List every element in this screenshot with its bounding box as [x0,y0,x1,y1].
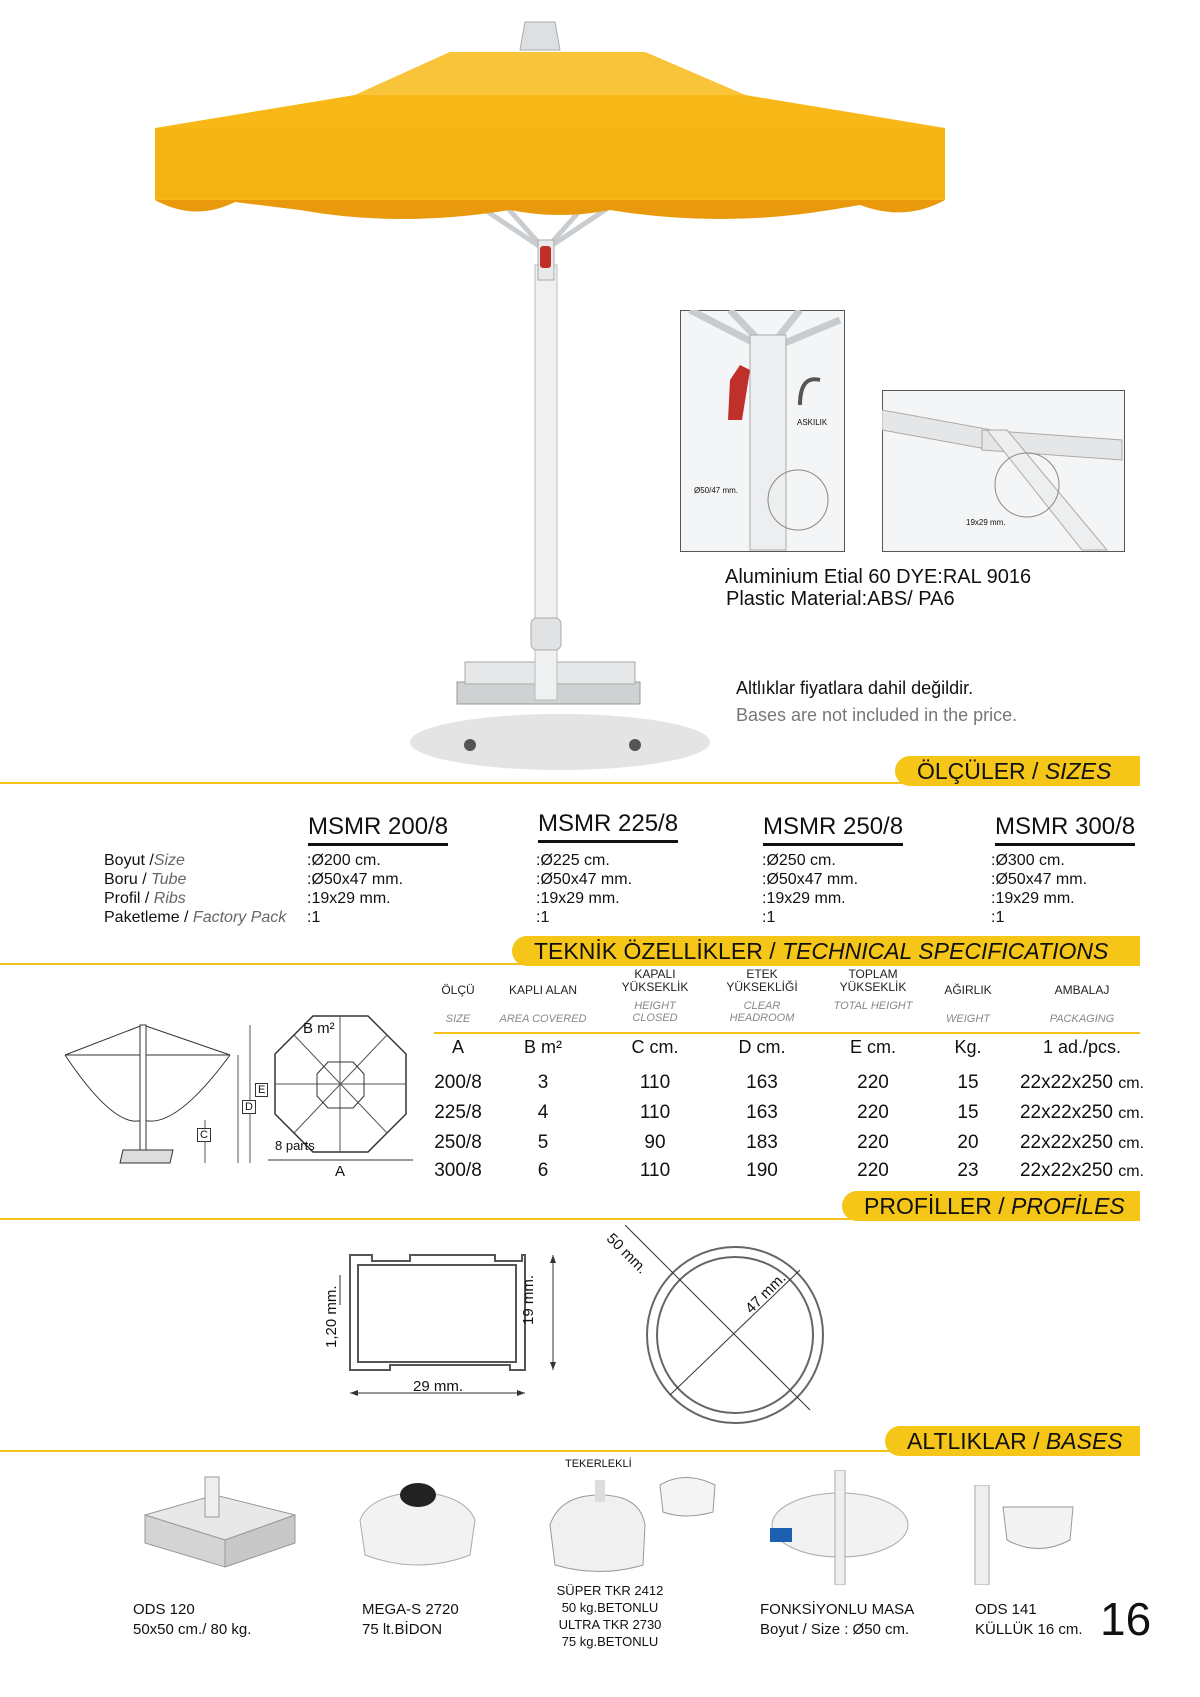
table-cell: 200/8 [434,1072,482,1093]
base-caption: MEGA-S 2720 75 lt.BİDON [362,1601,459,1638]
column-header: KAPLI ALAN [508,983,578,997]
column-unit: D cm. [738,1037,786,1057]
column-unit: 1 ad./pcs. [1042,1037,1122,1057]
label-e: E [255,1083,268,1097]
spec-label-ribs: Profil / Ribs [104,890,186,907]
bases-note-tr: Altlıklar fiyatlara dahil değildir. [736,678,974,698]
column-header-en: HEIGHT CLOSED [632,1000,678,1024]
table-cell: 220 [857,1160,889,1181]
table-cell: 5 [537,1132,549,1153]
area-label: B m² [303,1020,335,1037]
model-specs: :Ø300 cm. :Ø50x47 mm. :19x29 mm. :1 [991,852,1088,926]
material-line-2: Plastic Material:ABS/ PA6 [726,588,955,610]
rib-width-label: 29 mm. [413,1378,464,1395]
a-label: A [335,1163,346,1180]
column-header-en: TOTAL HEIGHT [833,1000,913,1012]
model-specs: :Ø250 cm. :Ø50x47 mm. :19x29 mm. :1 [762,852,859,926]
bases-heading: ALTLIKLAR / BASES [885,1426,1140,1456]
column-header: AMBALAJ [1054,983,1110,997]
table-cell: 22x22x250 cm. [1019,1102,1145,1123]
spec-label-pack: Paketleme / Factory Pack [104,909,287,926]
umbrella-side-diagram [55,1015,265,1165]
table-cell: 163 [746,1072,778,1093]
profiles-heading: PROFİLLER / PROFİLES [842,1191,1140,1221]
rib-label: 19x29 mm. [966,518,1006,527]
label-d: D [242,1100,256,1114]
table-cell: 4 [537,1102,549,1123]
model-title: MSMR 250/8 [763,813,903,846]
column-header-en: PACKAGING [1049,1013,1115,1025]
column-unit: B m² [524,1037,562,1057]
base-caption: ODS 141 KÜLLÜK 16 cm. [975,1601,1083,1638]
base-ashtray-photo [955,1485,1085,1585]
table-cell: 225/8 [434,1102,482,1123]
base-ods120-photo [135,1475,300,1575]
column-header: ETEK YÜKSEKLİĞİ [726,967,798,994]
table-cell: 20 [957,1132,979,1153]
model-specs: :Ø200 cm. :Ø50x47 mm. :19x29 mm. :1 [307,852,404,926]
sizes-heading: ÖLÇÜLER / SIZES [895,756,1140,786]
table-cell: 23 [957,1160,979,1181]
column-header: TOPLAM YÜKSEKLİK [839,967,907,994]
spec-label-size: Boyut /Size [104,852,185,869]
column-header: ÖLÇÜ [441,983,475,997]
parts-label: 8 parts [275,1138,315,1153]
table-cell: 220 [857,1102,889,1123]
table-cell: 163 [746,1102,778,1123]
table-cell: 3 [537,1072,549,1093]
rib-height-label: 19 mm. [520,1274,537,1325]
table-cell: 90 [644,1132,666,1153]
tube-outer-label: 50 mm. [602,1230,651,1278]
bases-note-en: Bases are not included in the price. [736,705,1018,725]
base-caption: ODS 120 50x50 cm./ 80 kg. [133,1601,252,1638]
table-cell: 183 [746,1132,778,1153]
wheeled-label: TEKERLEKLİ [565,1458,632,1470]
base-caption: FONKSİYONLU MASA Boyut / Size : Ø50 cm. [760,1601,915,1638]
table-cell: 110 [639,1072,671,1093]
table-cell: 22x22x250 cm. [1019,1132,1145,1153]
table-cell: 190 [746,1160,778,1181]
table-cell: 22x22x250 cm. [1019,1072,1145,1093]
tube-inner-label: 47 mm. [742,1269,790,1318]
model-title: MSMR 200/8 [308,813,448,846]
tube-profile-drawing [610,1225,855,1435]
hook-label: ASKILIK [797,418,828,427]
spec-label-tube: Boru / Tube [104,871,187,888]
table-unit-divider [434,1032,1140,1034]
table-cell: 22x22x250 cm. [1019,1160,1145,1181]
table-cell: 110 [639,1102,671,1123]
column-header: AĞIRLIK [944,983,992,997]
column-unit: A [451,1037,464,1057]
table-cell: 15 [957,1072,979,1093]
base-caption: SÜPER TKR 2412 50 kg.BETONLU ULTRA TKR 2730 75 kg.BETONLU [556,1583,664,1649]
tube-label: Ø50/47 mm. [694,486,739,495]
table-cell: 250/8 [434,1132,482,1153]
technical-heading: TEKNİK ÖZELLİKLER / TECHNICAL SPECIFICATIONS [512,936,1140,966]
table-cell: 6 [537,1160,549,1181]
base-mega-photo [350,1480,485,1575]
base-tkr-photo [545,1470,730,1580]
column-header-en: CLEAR HEADROOM [729,1000,795,1024]
column-unit: Kg. [954,1037,982,1057]
rib-wall-label: 1,20 mm. [323,1285,340,1348]
column-header: KAPALI YÜKSEKLİK [621,967,689,994]
table-cell: 110 [639,1160,671,1181]
column-unit: C cm. [631,1037,679,1057]
column-header-en: AREA COVERED [499,1013,587,1025]
table-cell: 220 [857,1072,889,1093]
page-number: 16 [1100,1593,1152,1645]
material-line-1: Aluminium Etial 60 DYE:RAL 9016 [725,566,1032,588]
model-title: MSMR 225/8 [538,810,678,843]
model-title: MSMR 300/8 [995,813,1135,846]
model-specs: :Ø225 cm. :Ø50x47 mm. :19x29 mm. :1 [536,852,633,926]
rib-joint-photo [882,390,1125,552]
label-c: C [197,1128,211,1142]
hook-detail-photo [680,310,845,552]
base-table-photo [765,1470,915,1585]
column-unit: E cm. [849,1037,896,1057]
table-cell: 300/8 [434,1160,482,1181]
table-cell: 15 [957,1102,979,1123]
table-cell: 220 [857,1132,889,1153]
column-header-en: SIZE [445,1013,471,1025]
column-header-en: WEIGHT [946,1013,990,1025]
